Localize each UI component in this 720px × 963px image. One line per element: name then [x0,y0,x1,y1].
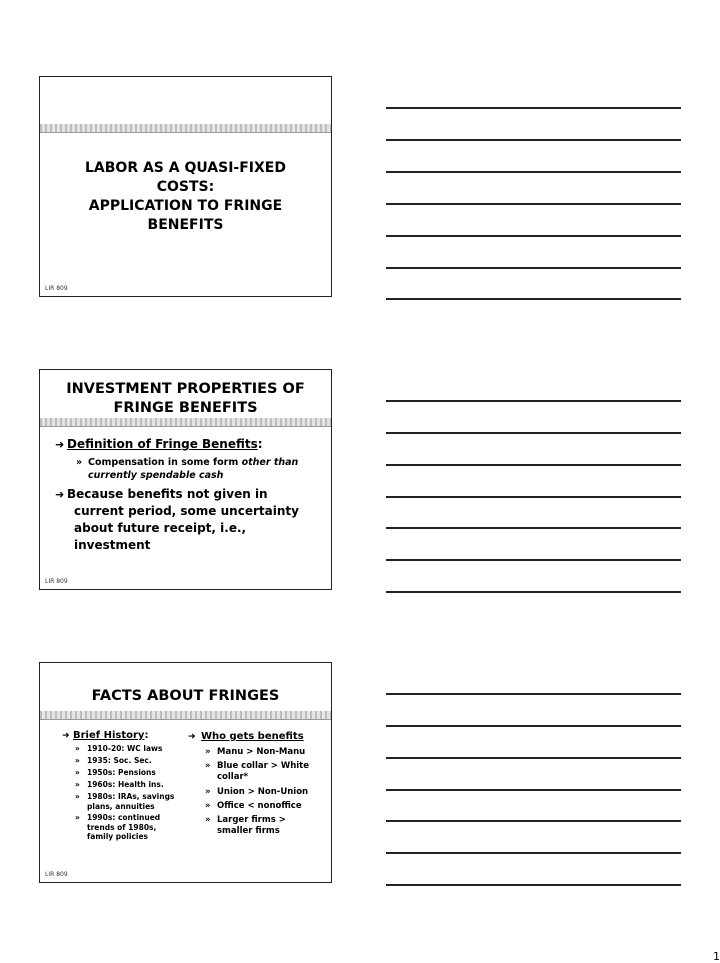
bullet-definition: ➜ Definition of Fringe Benefits: [55,437,263,451]
slide-footer: LIR 809 [45,578,68,585]
sub-bullet-marker: » [76,457,83,468]
note-line [386,298,681,300]
note-line [386,267,681,269]
slide-1 [39,76,332,297]
benefit-item: » Manu > Non-Manu [205,747,306,757]
note-line [386,527,681,529]
arrow-bullet-icon: ➜ [188,732,196,742]
note-line [386,884,681,886]
note-line [386,107,681,109]
slide-3 [39,662,332,883]
who-gets-benefits-heading: ➜ Who gets benefits [188,731,304,742]
note-line [386,591,681,593]
note-line [386,852,681,854]
slide-footer: LIR 809 [45,871,68,878]
benefit-item: » Union > Non-Union [205,787,309,797]
history-item: » 1935: Soc. Sec. [75,756,152,765]
note-line [386,725,681,727]
slide-2-title: INVESTMENT PROPERTIES OF FRINGE BENEFITS [66,381,305,416]
note-line [386,400,681,402]
note-line [386,139,681,141]
slide-1-title: LABOR AS A QUASI-FIXED COSTS: APPLICATION TO FRINGE BENEFITS [84,160,286,233]
note-line [386,171,681,173]
slide-footer: LIR 809 [45,285,68,292]
note-line [386,693,681,695]
note-line [386,203,681,205]
history-item: » 1960s: Health ins. [75,780,164,789]
history-item: » 1910-20: WC laws [75,744,163,753]
slide-title-bar [40,711,331,719]
note-line [386,496,681,498]
brief-history-heading: ➜ Brief History: [62,730,149,741]
slide-title-bar [40,124,331,132]
sub-bullet-compensation: » Compensation in some form other than currently spendable cash [76,457,299,481]
benefit-item: » Blue collar > White collar* [205,761,310,782]
page-number: 1 [713,950,720,963]
bullet-uncertainty: ➜ Because benefits not given in current period, some uncertainty about future receipt, i.e., investment [55,487,299,552]
benefit-item: » Larger firms > smaller firms [205,815,286,836]
slide-title-bar-line [40,719,331,720]
slide-title-bar-line [40,426,331,427]
note-line [386,820,681,822]
note-line [386,235,681,237]
arrow-bullet-icon: ➜ [55,438,65,451]
arrow-bullet-icon: ➜ [62,731,70,741]
slide-2 [39,369,332,590]
slide-title-bar [40,418,331,426]
arrow-bullet-icon: ➜ [55,488,65,501]
history-item: » 1980s: IRAs, savings plans, annuities [75,792,175,811]
slide-3-title: FACTS ABOUT FRINGES [91,688,280,704]
note-line [386,559,681,561]
history-item: » 1950s: Pensions [75,768,156,777]
history-item: » 1990s: continued trends of 1980s, family policies [75,813,161,841]
note-line [386,757,681,759]
benefit-item: » Office < nonoffice [205,801,302,811]
note-line [386,432,681,434]
note-line [386,789,681,791]
slide-title-bar-line [40,132,331,133]
note-line [386,464,681,466]
